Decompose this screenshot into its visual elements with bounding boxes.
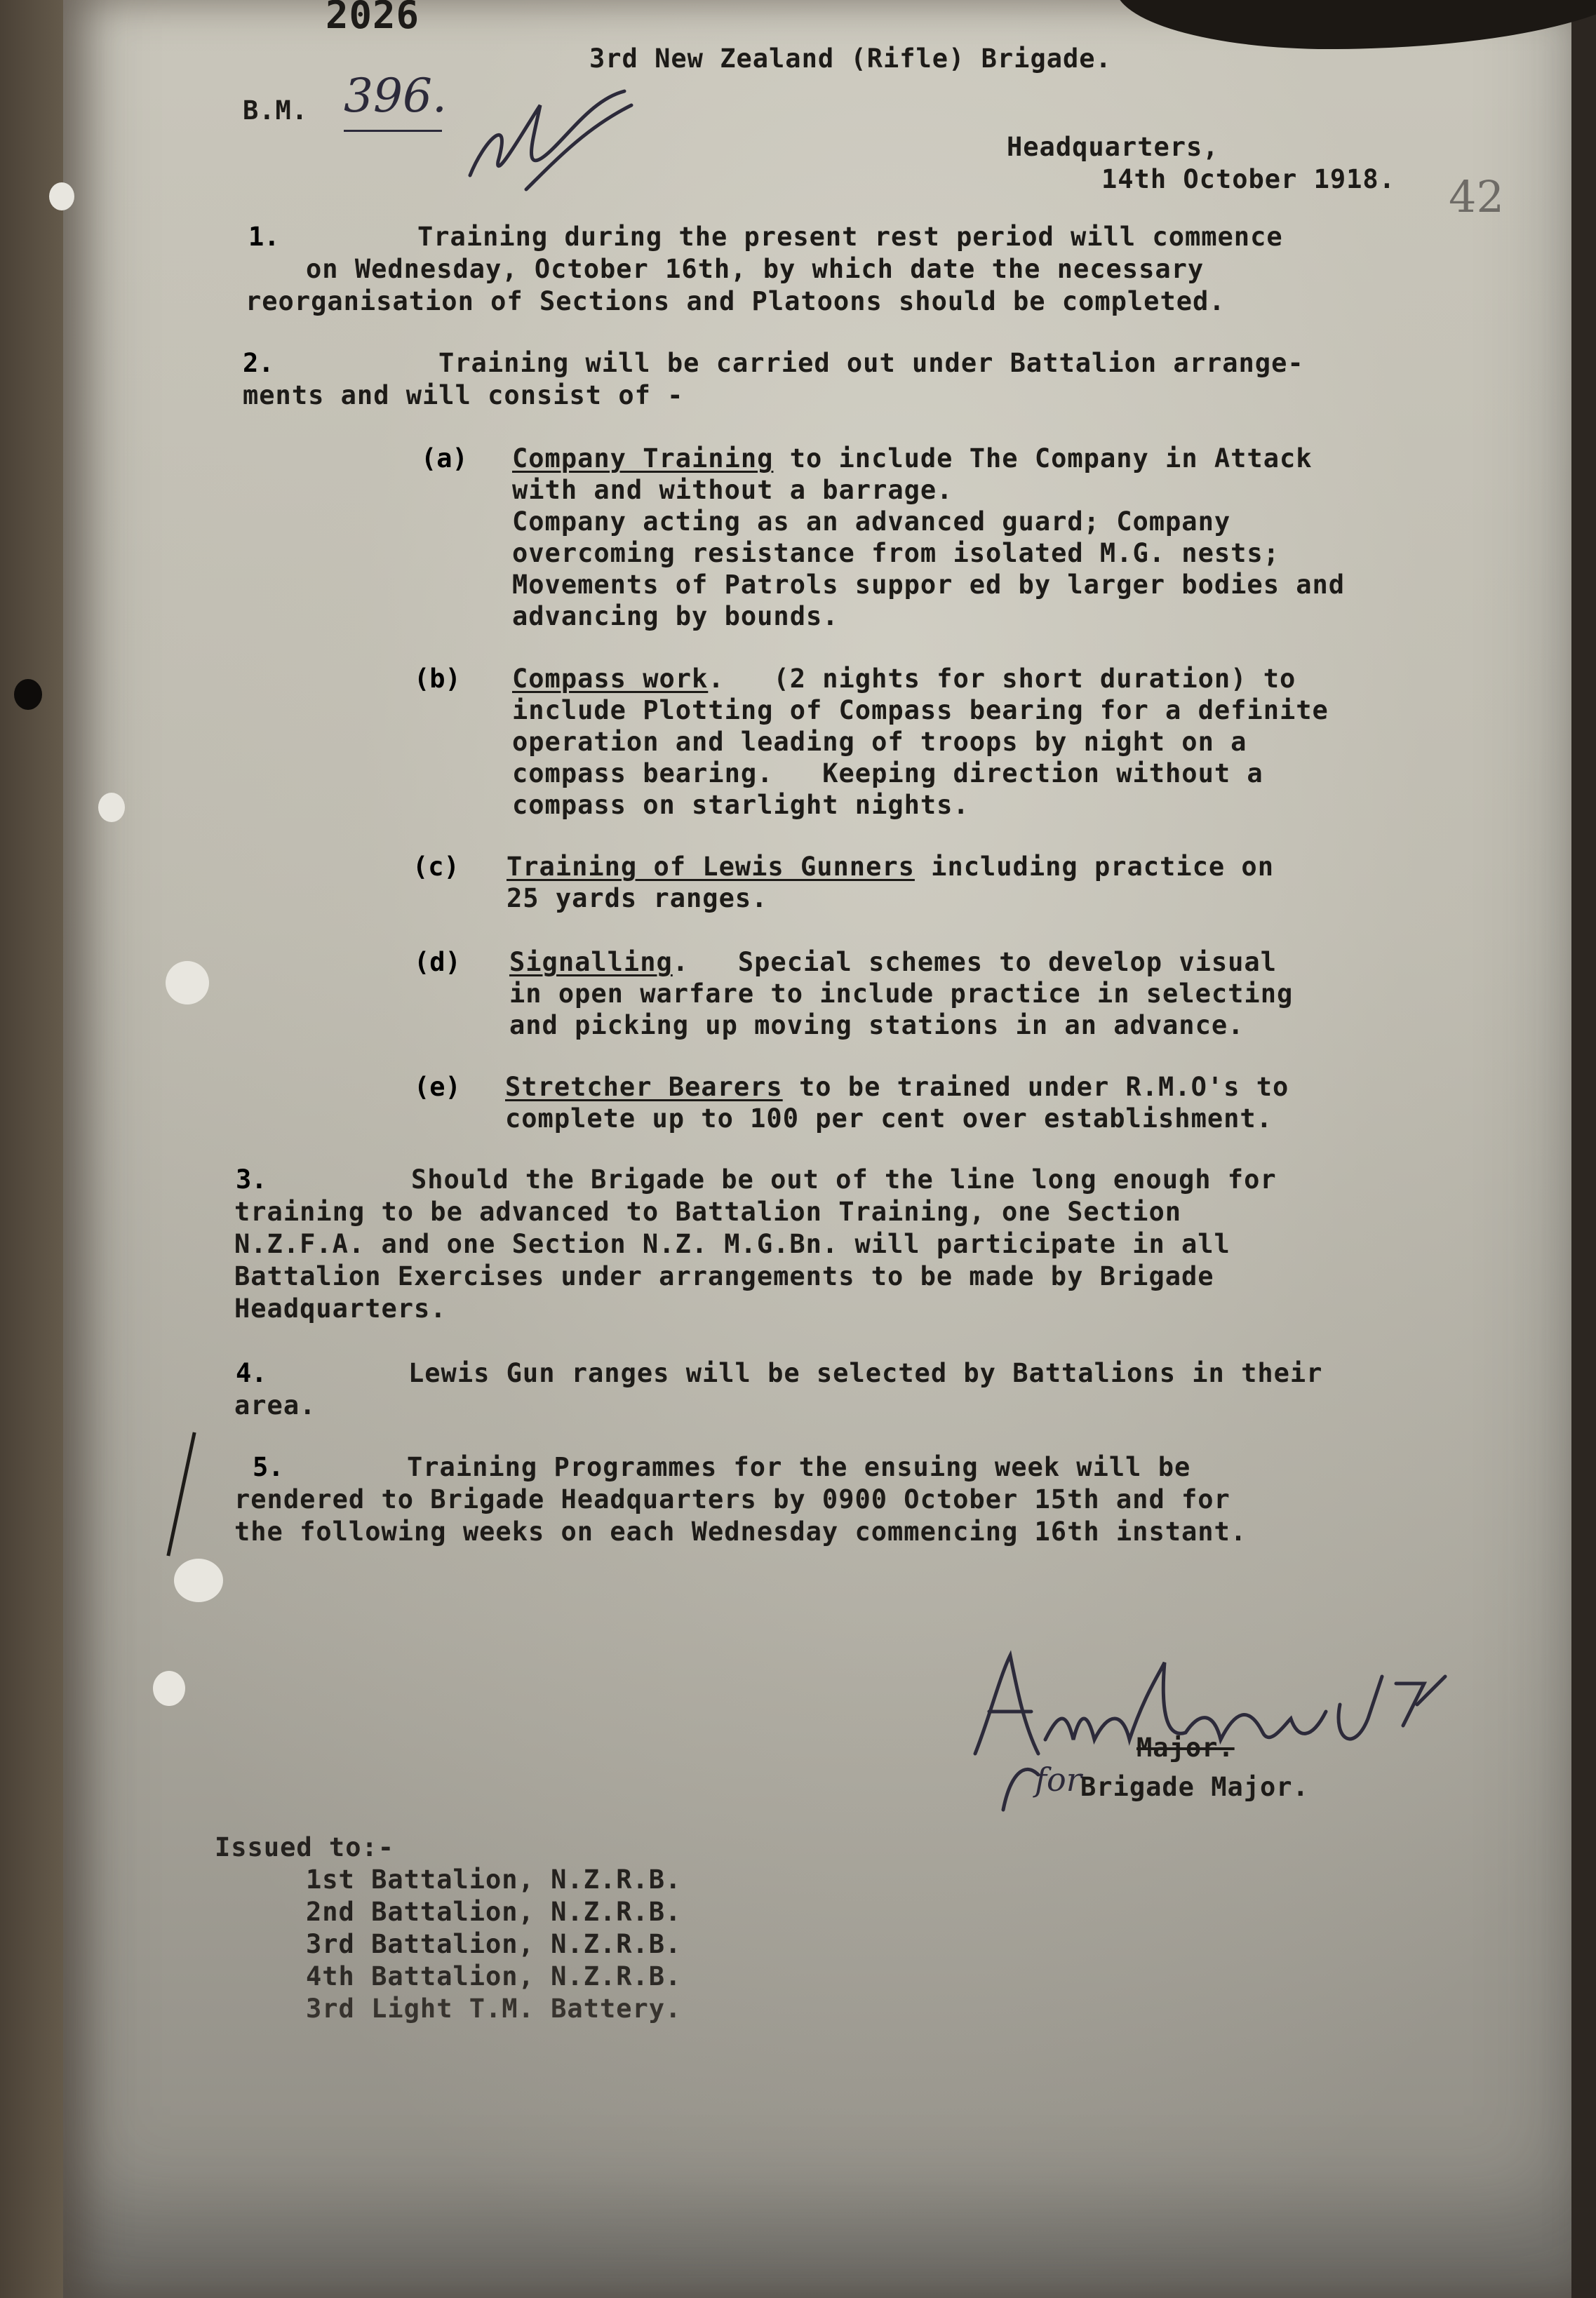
- binder-hole: [174, 1559, 223, 1602]
- reference-number: 396.: [344, 69, 447, 123]
- paragraph-number: 1.: [248, 222, 280, 252]
- item-text: to include The Company in Attack: [773, 443, 1313, 473]
- paragraph-line: Should the Brigade be out of the line long enough for: [411, 1164, 1277, 1195]
- reference-prefix: B.M.: [243, 95, 309, 126]
- paragraph-line: on Wednesday, October 16th, by which date the necessary: [306, 254, 1205, 284]
- item-line: operation and leading of troops by night on a: [512, 727, 1247, 757]
- item-line: with and without a barrage.: [512, 475, 953, 505]
- item-line: [512, 443, 1313, 474]
- location: Headquarters,: [1007, 132, 1219, 162]
- paragraph-line: rendered to Brigade Headquarters by 0900 October 15th and for: [234, 1484, 1230, 1514]
- paragraph-number: 4.: [236, 1358, 267, 1388]
- item-heading: Signalling: [509, 947, 673, 977]
- distribution-recipient: 2nd Battalion, N.Z.R.B.: [306, 1897, 682, 1927]
- item-heading: Compass work: [512, 664, 709, 694]
- paragraph-line: Lewis Gun ranges will be selected by Battalions in their: [408, 1358, 1323, 1388]
- distribution-recipient: 3rd Light T.M. Battery.: [306, 1994, 682, 2024]
- struck-title: Major.: [1136, 1733, 1235, 1763]
- paragraph-line: Training during the present rest period will commence: [417, 222, 1283, 252]
- item-line: [507, 852, 1274, 882]
- unit-name: 3rd New Zealand (Rifle) Brigade.: [589, 43, 1112, 74]
- distribution-heading: Issued to:-: [215, 1832, 395, 1862]
- document-date: 14th October 1918.: [1101, 164, 1395, 194]
- item-heading: Company Training: [512, 443, 774, 473]
- paragraph-line: Training Programmes for the ensuing week will be: [407, 1452, 1191, 1482]
- paragraph-number: 2.: [243, 348, 274, 378]
- item-line: advancing by bounds.: [512, 601, 839, 631]
- paragraph-line: area.: [234, 1390, 316, 1420]
- binder-hole: [14, 679, 42, 710]
- distribution-recipient: 3rd Battalion, N.Z.R.B.: [306, 1929, 682, 1959]
- item-line: include Plotting of Compass bearing for a definite: [512, 695, 1329, 725]
- binder-hole: [153, 1671, 185, 1706]
- item-heading: Stretcher Bearers: [505, 1072, 783, 1102]
- binder-hole: [98, 793, 125, 822]
- paragraph-line: the following weeks on each Wednesday commencing 16th instant.: [234, 1517, 1247, 1547]
- item-line: 25 yards ranges.: [507, 883, 768, 913]
- reference-underline: [344, 130, 442, 132]
- paragraph-line: Training will be carried out under Battalion arrange-: [438, 348, 1304, 378]
- signatory-title: Brigade Major.: [1080, 1772, 1309, 1802]
- paragraph-line: N.Z.F.A. and one Section N.Z. M.G.Bn. will participate in all: [234, 1229, 1230, 1259]
- item-text: including practice on: [914, 852, 1274, 882]
- item-line: overcoming resistance from isolated M.G. nests;: [512, 538, 1280, 568]
- handwritten-initials: [456, 84, 638, 206]
- file-number: 2026: [326, 0, 420, 37]
- item-label: (e): [414, 1072, 461, 1102]
- item-line: complete up to 100 per cent over establishment.: [505, 1103, 1273, 1134]
- item-line: compass bearing. Keeping direction without a: [512, 758, 1263, 788]
- item-label: (d): [414, 947, 461, 977]
- paragraph-line: Battalion Exercises under arrangements to be made by Brigade: [234, 1261, 1214, 1291]
- torn-corner: [1115, 0, 1596, 49]
- item-line: Company acting as an advanced guard; Company: [512, 506, 1231, 537]
- item-label: (a): [421, 443, 468, 473]
- item-heading: Training of Lewis Gunners: [507, 852, 915, 882]
- distribution-recipient: 1st Battalion, N.Z.R.B.: [306, 1864, 682, 1895]
- distribution-recipient: 4th Battalion, N.Z.R.B.: [306, 1961, 682, 1991]
- binder-hole: [166, 961, 209, 1004]
- item-text: to be trained under R.M.O's to: [782, 1072, 1289, 1102]
- item-line: in open warfare to include practice in selecting: [509, 979, 1294, 1009]
- paragraph-line: training to be advanced to Battalion Training, one Section: [234, 1197, 1182, 1227]
- paragraph-line: Headquarters.: [234, 1294, 447, 1324]
- item-label: (c): [413, 852, 460, 882]
- for-prefix: for: [1035, 1761, 1082, 1799]
- document-page: [63, 0, 1571, 2298]
- item-text: . (2 nights for short duration) to: [708, 664, 1296, 694]
- paragraph-number: 3.: [236, 1164, 267, 1195]
- item-line: compass on starlight nights.: [512, 790, 970, 820]
- paragraph-line: ments and will consist of -: [243, 380, 684, 410]
- margin-pencil-mark: [166, 1432, 196, 1556]
- binder-hole: [49, 182, 74, 210]
- paragraph-line: reorganisation of Sections and Platoons should be completed.: [246, 286, 1226, 316]
- paragraph-number: 5.: [253, 1452, 284, 1482]
- item-text: . Special schemes to develop visual: [672, 947, 1277, 977]
- item-line: [505, 1072, 1289, 1103]
- item-line: [509, 947, 1277, 978]
- item-line: Movements of Patrols suppor ed by larger bodies and: [512, 570, 1346, 600]
- item-line: [512, 664, 1296, 694]
- item-label: (b): [414, 664, 461, 694]
- item-line: and picking up moving stations in an advance.: [509, 1010, 1245, 1040]
- folio-number: 42: [1449, 171, 1504, 222]
